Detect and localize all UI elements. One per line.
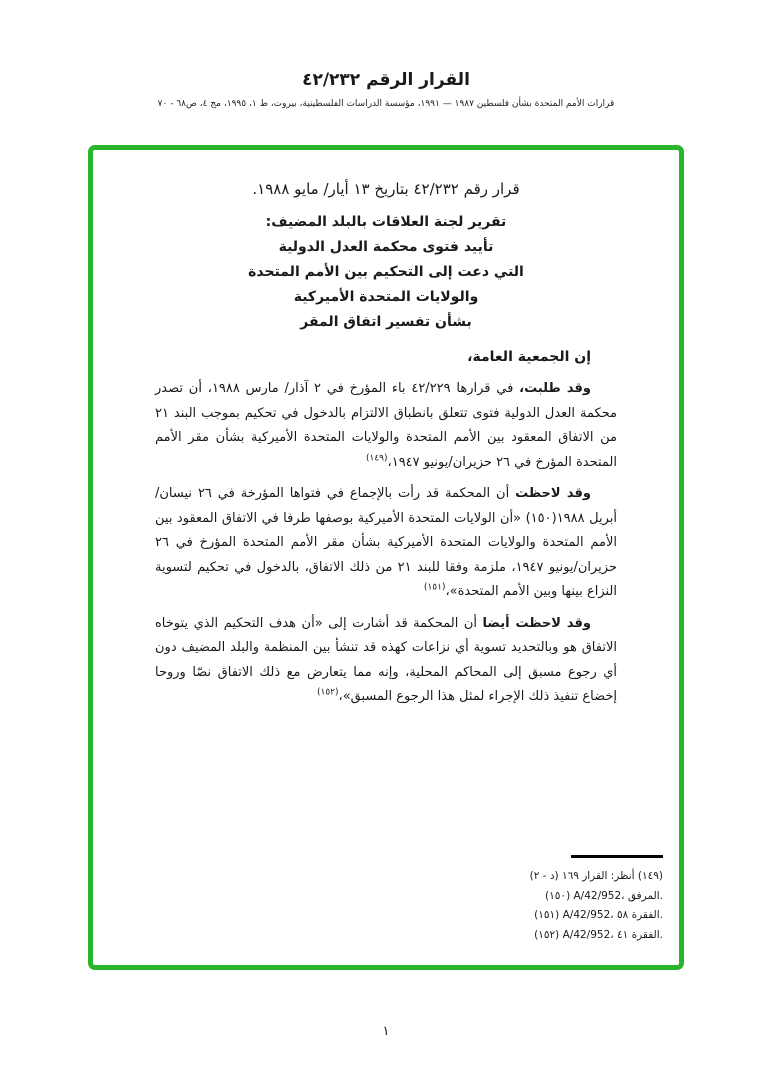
footnote-divider <box>571 855 663 858</box>
preambular-paragraph <box>155 377 617 475</box>
report-subtitle-line: تقرير لجنة العلاقات بالبلد المضيف: <box>265 214 507 230</box>
document-content <box>93 150 679 710</box>
page-number: ١ <box>382 1024 390 1039</box>
footnote-item: (١٤٩) أنظر: القرار ١٦٩ (د - ٢) <box>529 870 663 882</box>
paragraph-text: أن المحكمة قد أشارت إلى «أن هدف التحكيم الذي يتوخاه الاتفاق هو وبالتحديد تسوية أي نزاعات كهذه قد تنشأ بين المنظمة والبلد المضيف دون أي رجوع مسبق إلى المحاكم المحلية، وإنه مما يتعارض مع ذلك الاتفاق نصّا وروحا إخضاع تنفيذ ذلك الإجراء لمثل هذا الرجوع المسبق»، <box>155 615 617 704</box>
footnote-reference: (١٤٩) <box>365 453 388 464</box>
paragraph-lead: وقد لاحظت <box>515 486 591 501</box>
paragraph-text: في قرارها ٤٢/٢٢٩ باء المؤرخ في ٢ آذار/ مارس ١٩٨٨، أن تصدر محكمة العدل الدولية فتوى تتعلق بانطباق الالتزام بالدخول في تحكيم بموجب البند ٢١ من الاتفاق المعقود بين الأمم المتحدة والولايات المتحدة الأميركية بشأن مقر الأمم المتحدة المؤرخ في ٢٦ حزيران/يونيو ١٩٤٧، <box>155 381 617 470</box>
report-subtitle-line: تأييد فتوى محكمة العدل الدولية <box>278 239 494 255</box>
report-subtitle-line: التي دعت إلى التحكيم بين الأمم المتحدة <box>248 264 524 280</box>
paragraph-lead: وقد طلبت، <box>519 381 591 396</box>
report-subtitle-line: والولايات المتحدة الأميركية <box>293 289 479 305</box>
resolution-heading: قرار رقم ٤٢/٢٣٢ بتاريخ ١٣ أيار/ مايو ١٩٨٨. <box>252 180 520 198</box>
preambular-paragraph <box>155 482 617 605</box>
footnote-reference: (١٥١) <box>423 582 446 593</box>
footnote-item: (١٥٢) A/42/952، الفقرة ٤١. <box>534 928 663 941</box>
page-title: القرار الرقم ٤٢/٢٣٢ <box>302 70 470 90</box>
report-subtitle-line: بشأن تفسير اتفاق المقر <box>300 314 472 330</box>
paragraph-lead: وقد لاحظت أيضا <box>482 615 591 631</box>
paragraph-text: أن المحكمة قد رأت بالإجماع في فتواها المؤرخة في ٢٦ نيسان/أبريل ١٩٨٨(١٥٠) «أن الولايات المتحدة الأميركية بوصفها طرفا في الاتفاق المعقود بين الأمم المتحدة والولايات المتحدة الأميركية بشأن مقر الأمم المتحدة المؤرخ في ٢٦ حزيران/يونيو ١٩٤٧، ملزمة وفقا للبند ٢١ من ذلك الاتفاق، بالدخول في تحكيم لتسوية النزاع بينها وبين الأمم المتحدة»، <box>155 486 618 599</box>
preambular-paragraph <box>155 612 617 710</box>
report-subtitle <box>155 210 617 335</box>
footnote-item: (١٥١) A/42/952، الفقرة ٥٨. <box>534 909 663 921</box>
document-frame <box>88 145 684 970</box>
footnote-reference: (١٥٢) <box>316 687 339 698</box>
citation-line: قرارات الأمم المتحدة بشأن فلسطين ١٩٨٧ — ١٩٩١، مؤسسة الدراسات الفلسطينية، بيروت، ط ١، ١٩٩٥، مج ٤، ص٦٨ - ٧٠ <box>157 99 615 109</box>
assembly-opening: إن الجمعية العامة، <box>467 349 591 365</box>
footnote-item: (١٥٠) A/42/952، المرفق. <box>545 889 663 902</box>
footnotes-section <box>155 855 663 945</box>
